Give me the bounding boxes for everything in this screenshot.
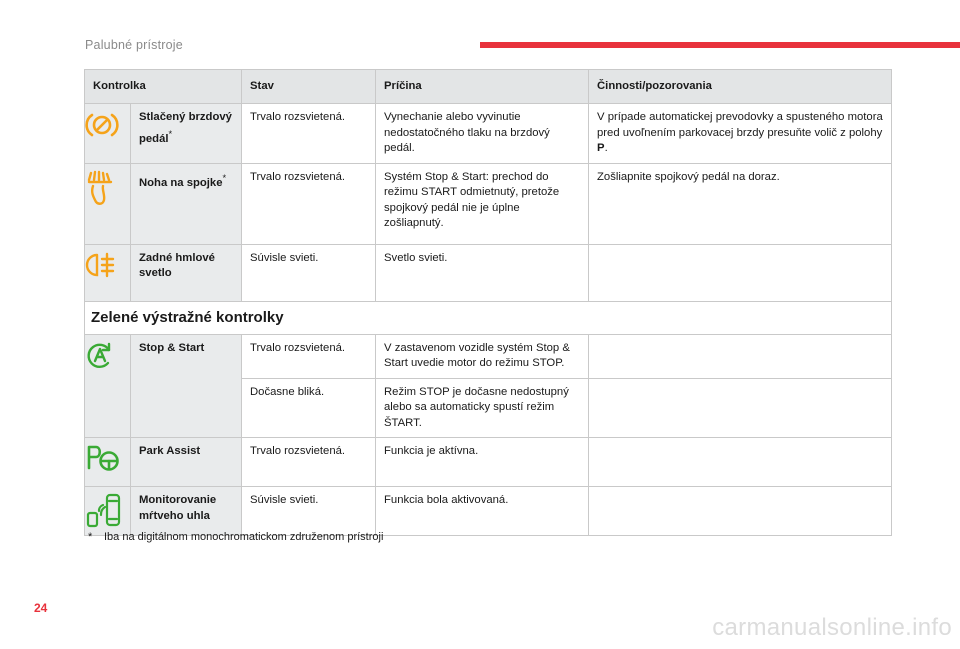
section-title: Zelené výstražné kontrolky [85,301,892,334]
state-cell: Trvalo rozsvietená. [242,438,376,487]
table-row [85,104,892,164]
cause-cell: Režim STOP je dočasne nedostupný alebo sa automaticky spustí režim ŠTART. [376,378,589,438]
cause-cell: Funkcia bola aktivovaná. [376,487,589,536]
park-assist-icon [85,444,121,478]
footnote [88,531,383,543]
blind-spot-monitoring-icon [85,493,123,535]
rear-fog-light-icon [85,251,119,285]
cause-cell: Svetlo svieti. [376,244,589,301]
footnote-mark: * [222,171,227,183]
warning-name: Noha na spojke [139,176,223,189]
icon-cell [85,438,131,487]
icon-cell [85,104,131,164]
action-cell [589,487,892,536]
warning-name: Monitorovanie mŕtveho uhla [131,487,242,536]
page-header-title: Palubné prístroje [85,38,183,52]
column-header: Činnosti/pozorovania [589,70,892,104]
footnote-mark: * [168,127,173,139]
header-accent-bar [480,42,960,48]
watermark: carmanualsonline.info [712,614,952,641]
column-header: Kontrolka [85,70,242,104]
column-header: Príčina [376,70,589,104]
stop-start-icon [85,341,115,377]
state-cell: Trvalo rozsvietená. [242,163,376,244]
state-cell: Súvisle svieti. [242,244,376,301]
table-row [85,438,892,487]
state-cell: Trvalo rozsvietená. [242,334,376,378]
warning-name: Stop & Start [131,334,242,438]
action-cell: V prípade automatickej prevodovky a spusteného motora pred uvoľnením parkovacej brzdy presuňte volič z polohy P. [589,104,892,164]
brake-pedal-warning-icon [85,110,119,146]
table-row [85,487,892,536]
icon-cell [85,163,131,244]
action-cell [589,438,892,487]
action-cell [589,378,892,438]
table-header-row [85,70,892,104]
state-cell: Trvalo rozsvietená. [242,104,376,164]
state-cell: Dočasne bliká. [242,378,376,438]
table-row [85,163,892,244]
cause-cell: Vynechanie alebo vyvinutie nedostatočného tlaku na brzdový pedál. [376,104,589,164]
warning-name: Park Assist [131,438,242,487]
action-cell [589,244,892,301]
icon-cell [85,334,131,438]
page-number: 24 [34,601,48,615]
cause-cell: V zastavenom vozidle systém Stop & Start uvedie motor do režimu STOP. [376,334,589,378]
section-row [85,301,892,334]
footnote-text: Iba na digitálnom monochromatickom združenom prístroji [104,531,384,543]
footnote-mark: * [88,531,93,543]
state-cell: Súvisle svieti. [242,487,376,536]
icon-cell [85,244,131,301]
table-row [85,244,892,301]
action-cell: Zošliapnite spojkový pedál na doraz. [589,163,892,244]
cause-cell: Systém Stop & Start: prechod do režimu START odmietnutý, pretože spojkový pedál nie je úplne zošliapnutý. [376,163,589,244]
warning-name: Stlačený brzdový pedál [139,111,232,145]
icon-cell [85,487,131,536]
table-row [85,334,892,378]
column-header: Stav [242,70,376,104]
action-cell [589,334,892,378]
clutch-foot-icon [85,170,115,216]
cause-cell: Funkcia je aktívna. [376,438,589,487]
warning-lights-table [84,69,892,536]
warning-name: Zadné hmlové svetlo [131,244,242,301]
